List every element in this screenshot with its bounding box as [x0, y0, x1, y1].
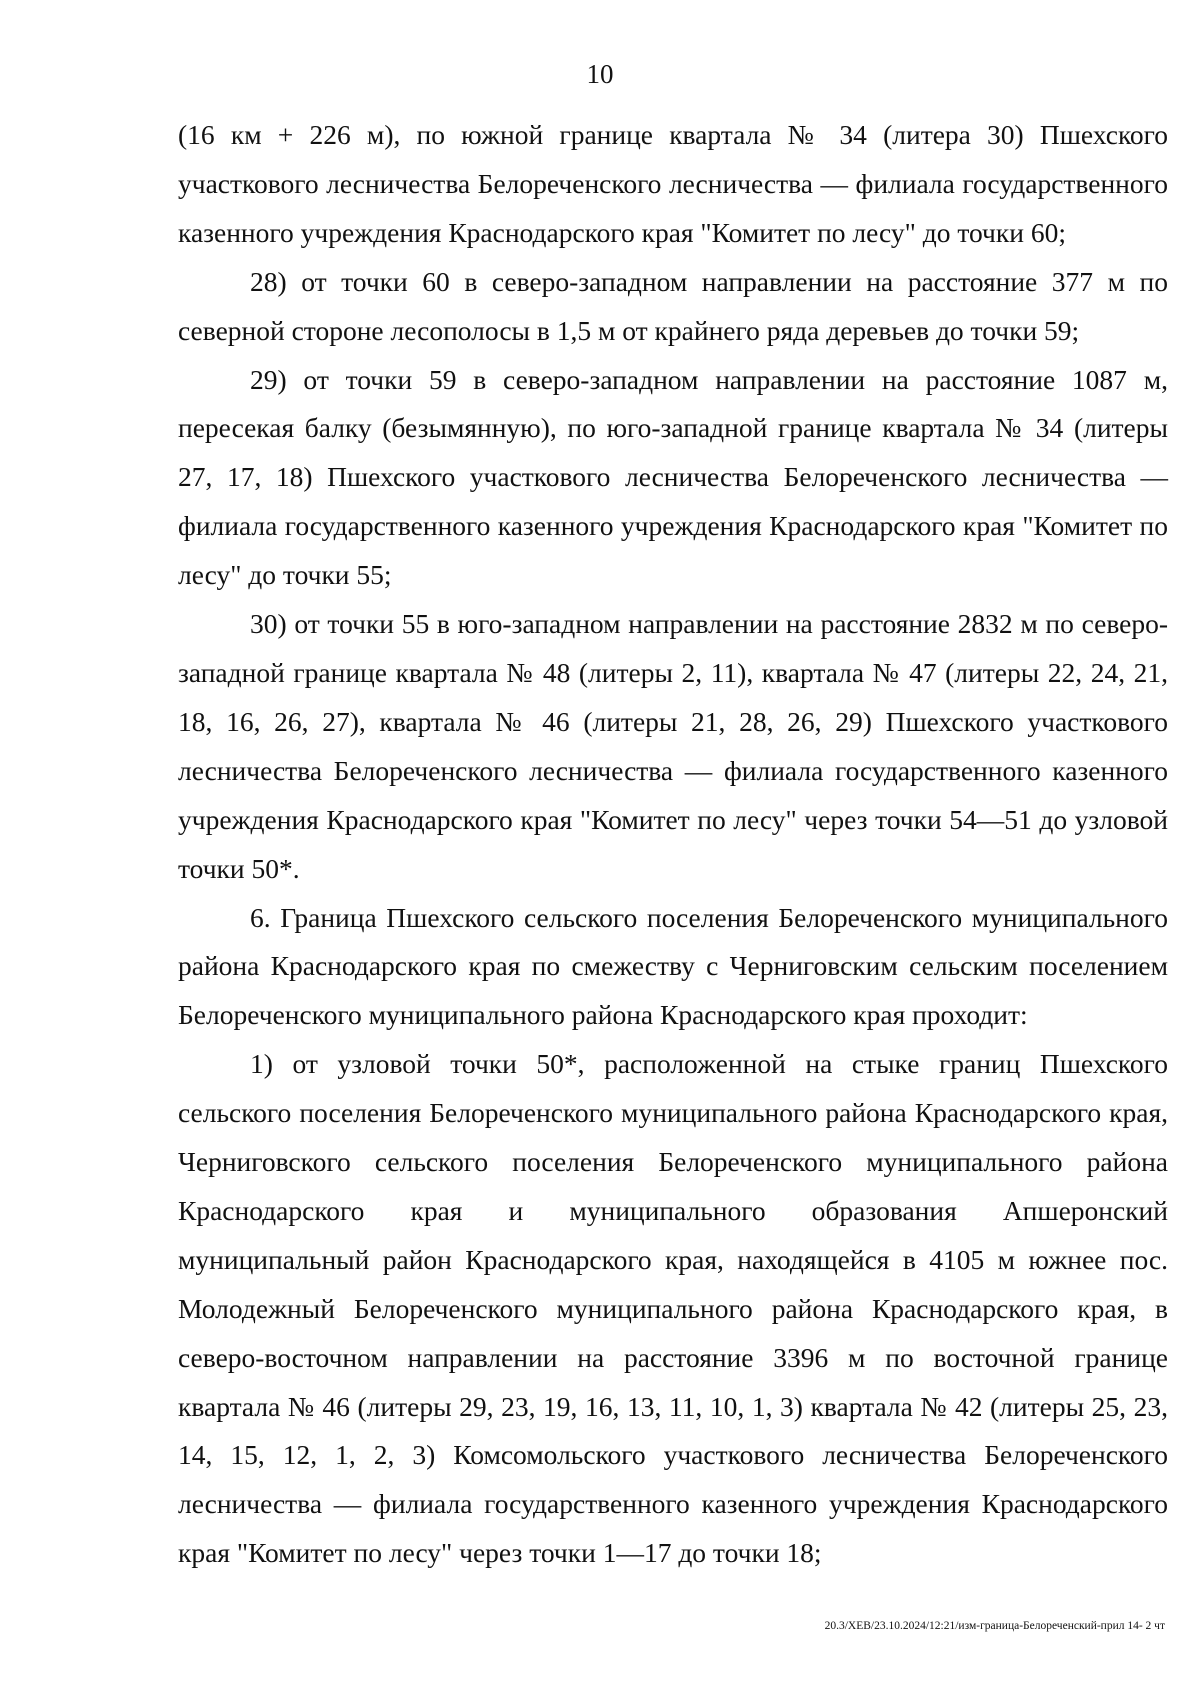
- paragraph-item-28: 28) от точки 60 в северо-западном направлении на расстояние 377 м по северной стороне лесополосы в 1,5 м от крайнего ряда деревьев до точки 59;: [178, 265, 1168, 346]
- paragraph-section-6: 6. Граница Пшехского сельского поселения Белореченского муниципального района Краснодарского края по смежеству с Черниговским сельским поселением Белореченского муниципального района Краснодарского края проходит:: [178, 901, 1168, 1031]
- paragraph-item-1: 1) от узловой точки 50*, расположенной на стыке границ Пшехского сельского поселения Белореченского муниципального района Краснодарского края, Черниговского сельского поселения Белореченского муниципального района Краснодарского края и муниципального образования Апшеронский муниципальный район Краснодарского края, находящейся в 4105 м южнее пос. Молодежный Белореченского муниципального района Краснодарского края, в северо-восточном направлении на расстояние 3396 м по восточной границе квартала № 46 (литеры 29, 23, 19, 16, 13, 11, 10, 1, 3) квартала № 42 (литеры 25, 23, 14, 15, 12, 1, 2, 3) Комсомольского участкового лесничества Белореченского лесничества — филиала государственного казенного учреждения Краснодарского края "Комитет по лесу" через точки 1—17 до точки 18;: [178, 1048, 1168, 1569]
- paragraph-item-30: 30) от точки 55 в юго-западном направлении на расстояние 2832 м по северо-западной границе квартала № 48 (литеры 2, 11), квартала № 47 (литеры 22, 24, 21, 18, 16, 26, 27), квартала № 46 (литеры 21, 28, 26, 29) Пшехского участкового лесничества Белореченского лесничества — филиала государственного казенного учреждения Краснодарского края "Комитет по лесу" через точки 54—51 до узловой точки 50*.: [178, 608, 1168, 884]
- paragraph-continued: (16 км + 226 м), по южной границе квартала № 34 (литера 30) Пшехского участкового лесничества Белореченского лесничества — филиала государственного казенного учреждения Краснодарского края "Комитет по лесу" до точки 60;: [178, 119, 1168, 248]
- document-body: [178, 111, 1168, 1578]
- page-number: 10: [586, 59, 614, 89]
- document-footer-code: 20.3/ХЕВ/23.10.2024/12:21/изм-граница-Белореченский-прил 14- 2 чт: [824, 1620, 1165, 1632]
- paragraph-item-29: 29) от точки 59 в северо-западном направлении на расстояние 1087 м, пересекая балку (безымянную), по юго-западной границе квартала № 34 (литеры 27, 17, 18) Пшехского участкового лесничества Белореченского лесничества — филиала государственного казенного учреждения Краснодарского края "Комитет по лесу" до точки 55;: [178, 363, 1168, 591]
